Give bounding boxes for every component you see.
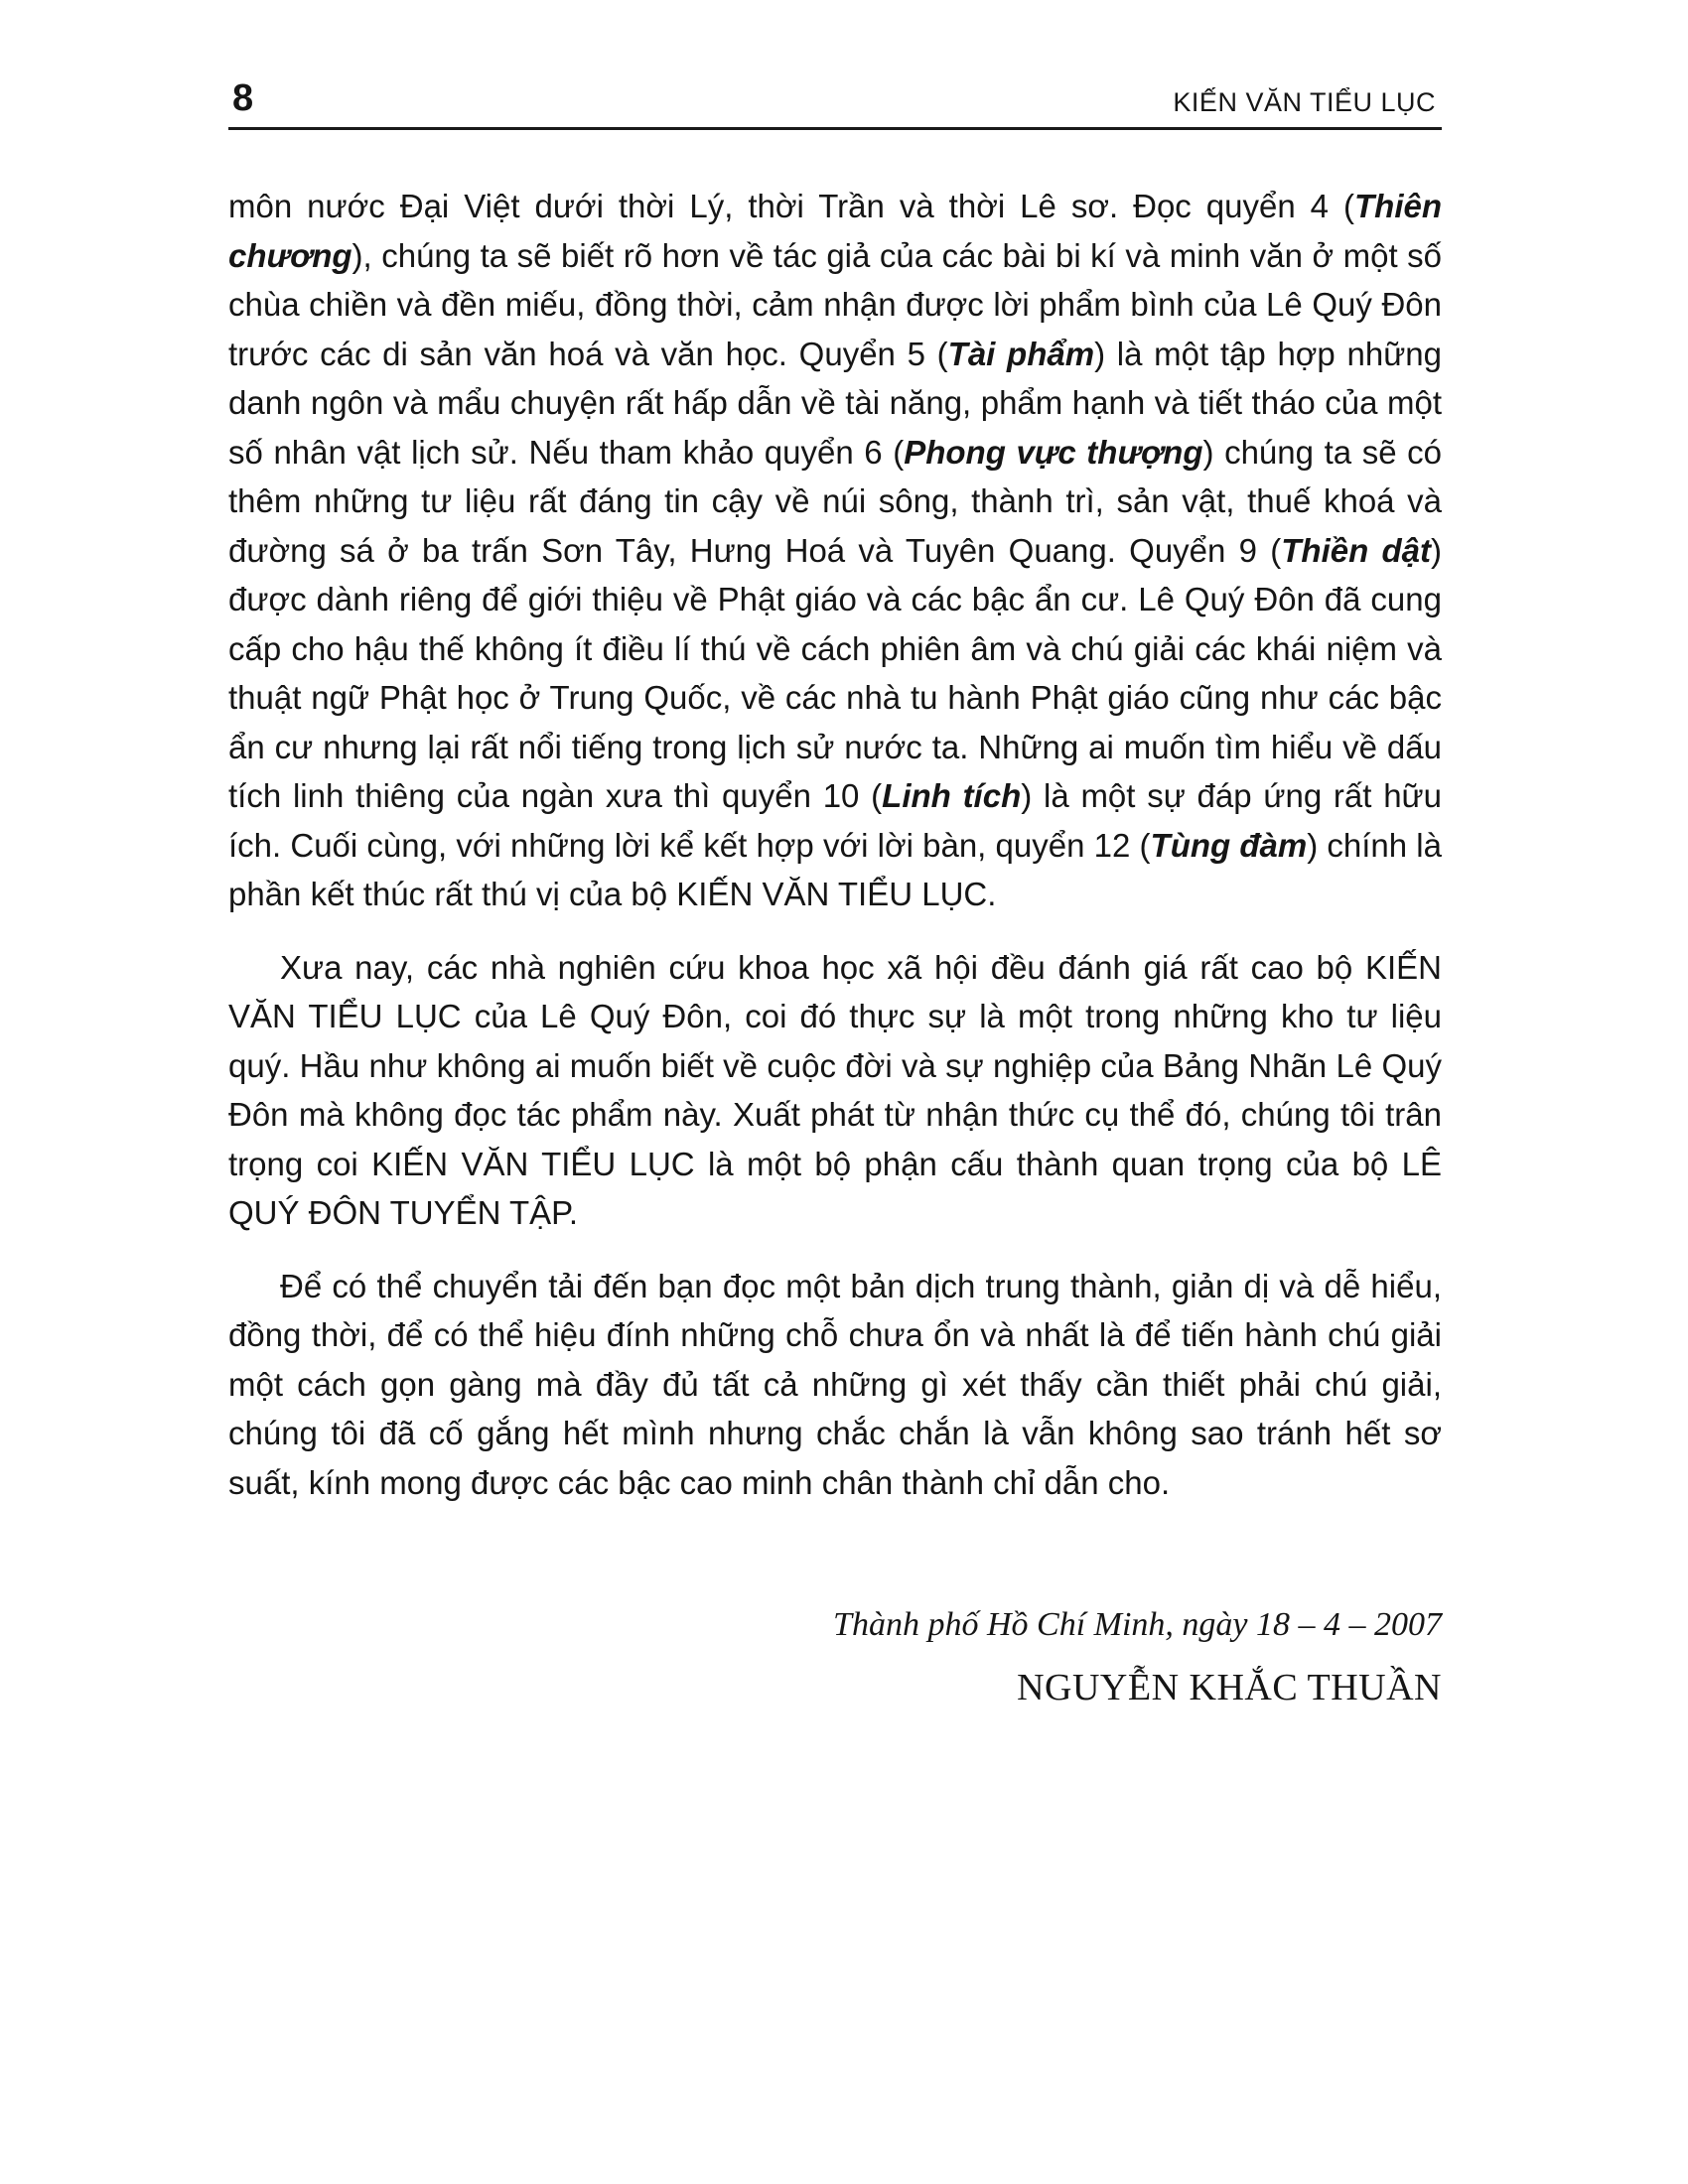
page-header [228,69,1442,130]
book-volume-title: Linh tích [882,777,1022,814]
author-name: NGUYỄN KHẮC THUẦN [1017,1667,1442,1708]
running-title: KIẾN VĂN TIỂU LỤC [1173,87,1436,117]
book-volume-title: Thiền dật [1281,531,1431,569]
signature-block [228,1606,1442,1709]
book-volume-title: Tài phẩm [947,335,1095,372]
document-page [228,69,1442,1709]
place-and-date: Thành phố Hồ Chí Minh, ngày 18 – 4 – 2007 [833,1606,1442,1643]
page-body [228,182,1442,1507]
paragraph-3: Để có thể chuyển tải đến bạn đọc một bản dịch trung thành, giản dị và dễ hiểu, đồng thời, để có thể hiệu đính những chỗ chưa ổn và nhất là để tiến hành chú giải một cách gọn gàng mà đầy đủ tất cả những gì xét thấy cần thiết phải chú giải, chúng tôi đã cố gắng hết mình nhưng chắc chắn là vẫn không sao tránh hết sơ suất, kính mong được các bậc cao minh chân thành chỉ dẫn cho. [228,1267,1442,1501]
book-volume-title: Phong vực thượng [904,433,1203,471]
book-volume-title: Thiên chương [228,188,1442,274]
page-number: 8 [232,77,254,119]
paragraph-2: Xưa nay, các nhà nghiên cứu khoa học xã hội đều đánh giá rất cao bộ KIẾN VĂN TIỂU LỤC của Lê Quý Đôn, coi đó thực sự là một trong những kho tư liệu quý. Hầu như không ai muốn biết về cuộc đời và sự nghiệp của Bảng Nhãn Lê Quý Đôn mà không đọc tác phẩm này. Xuất phát từ nhận thức cụ thể đó, chúng tôi trân trọng coi KIẾN VĂN TIỂU LỤC là một bộ phận cấu thành quan trọng của bộ LÊ QUÝ ĐÔN TUYỂN TẬP. [228,948,1442,1231]
paragraph-1: môn nước Đại Việt dưới thời Lý, thời Trần và thời Lê sơ. Đọc quyển 4 (Thiên chương), chúng ta sẽ biết rõ hơn về tác giả của các bài bi kí và minh văn ở một số chùa chiền và đền miếu, đồng thời, cảm nhận được lời phẩm bình của Lê Quý Đôn trước các di sản văn hoá và văn học. Quyển 5 (Tài phẩm) là một tập hợp những danh ngôn và mẩu chuyện rất hấp dẫn về tài năng, phẩm hạnh và tiết tháo của một số nhân vật lịch sử. Nếu tham khảo quyển 6 (Phong vực thượng) chúng ta sẽ có thêm những tư liệu rất đáng tin cậy về núi sông, thành trì, sản vật, thuế khoá và đường sá ở ba trấn Sơn Tây, Hưng Hoá và Tuyên Quang. Quyển 9 (Thiền dật) được dành riêng để giới thiệu về Phật giáo và các bậc ẩn cư. Lê Quý Đôn đã cung cấp cho hậu thế không ít điều lí thú về cách phiên âm và chú giải các khái niệm và thuật ngữ Phật học ở Trung Quốc, về các nhà tu hành Phật giáo cũng như các bậc ẩn cư nhưng lại rất nổi tiếng trong lịch sử nước ta. Những ai muốn tìm hiểu về dấu tích linh thiêng của ngàn xưa thì quyển 10 (Linh tích) là một sự đáp ứng rất hữu ích. Cuối cùng, với những lời kể kết hợp với lời bàn, quyển 12 (Tùng đàm) chính là phần kết thúc rất thú vị của bộ KIẾN VĂN TIỂU LỤC. [228,188,1443,912]
book-volume-title: Tùng đàm [1150,826,1308,864]
